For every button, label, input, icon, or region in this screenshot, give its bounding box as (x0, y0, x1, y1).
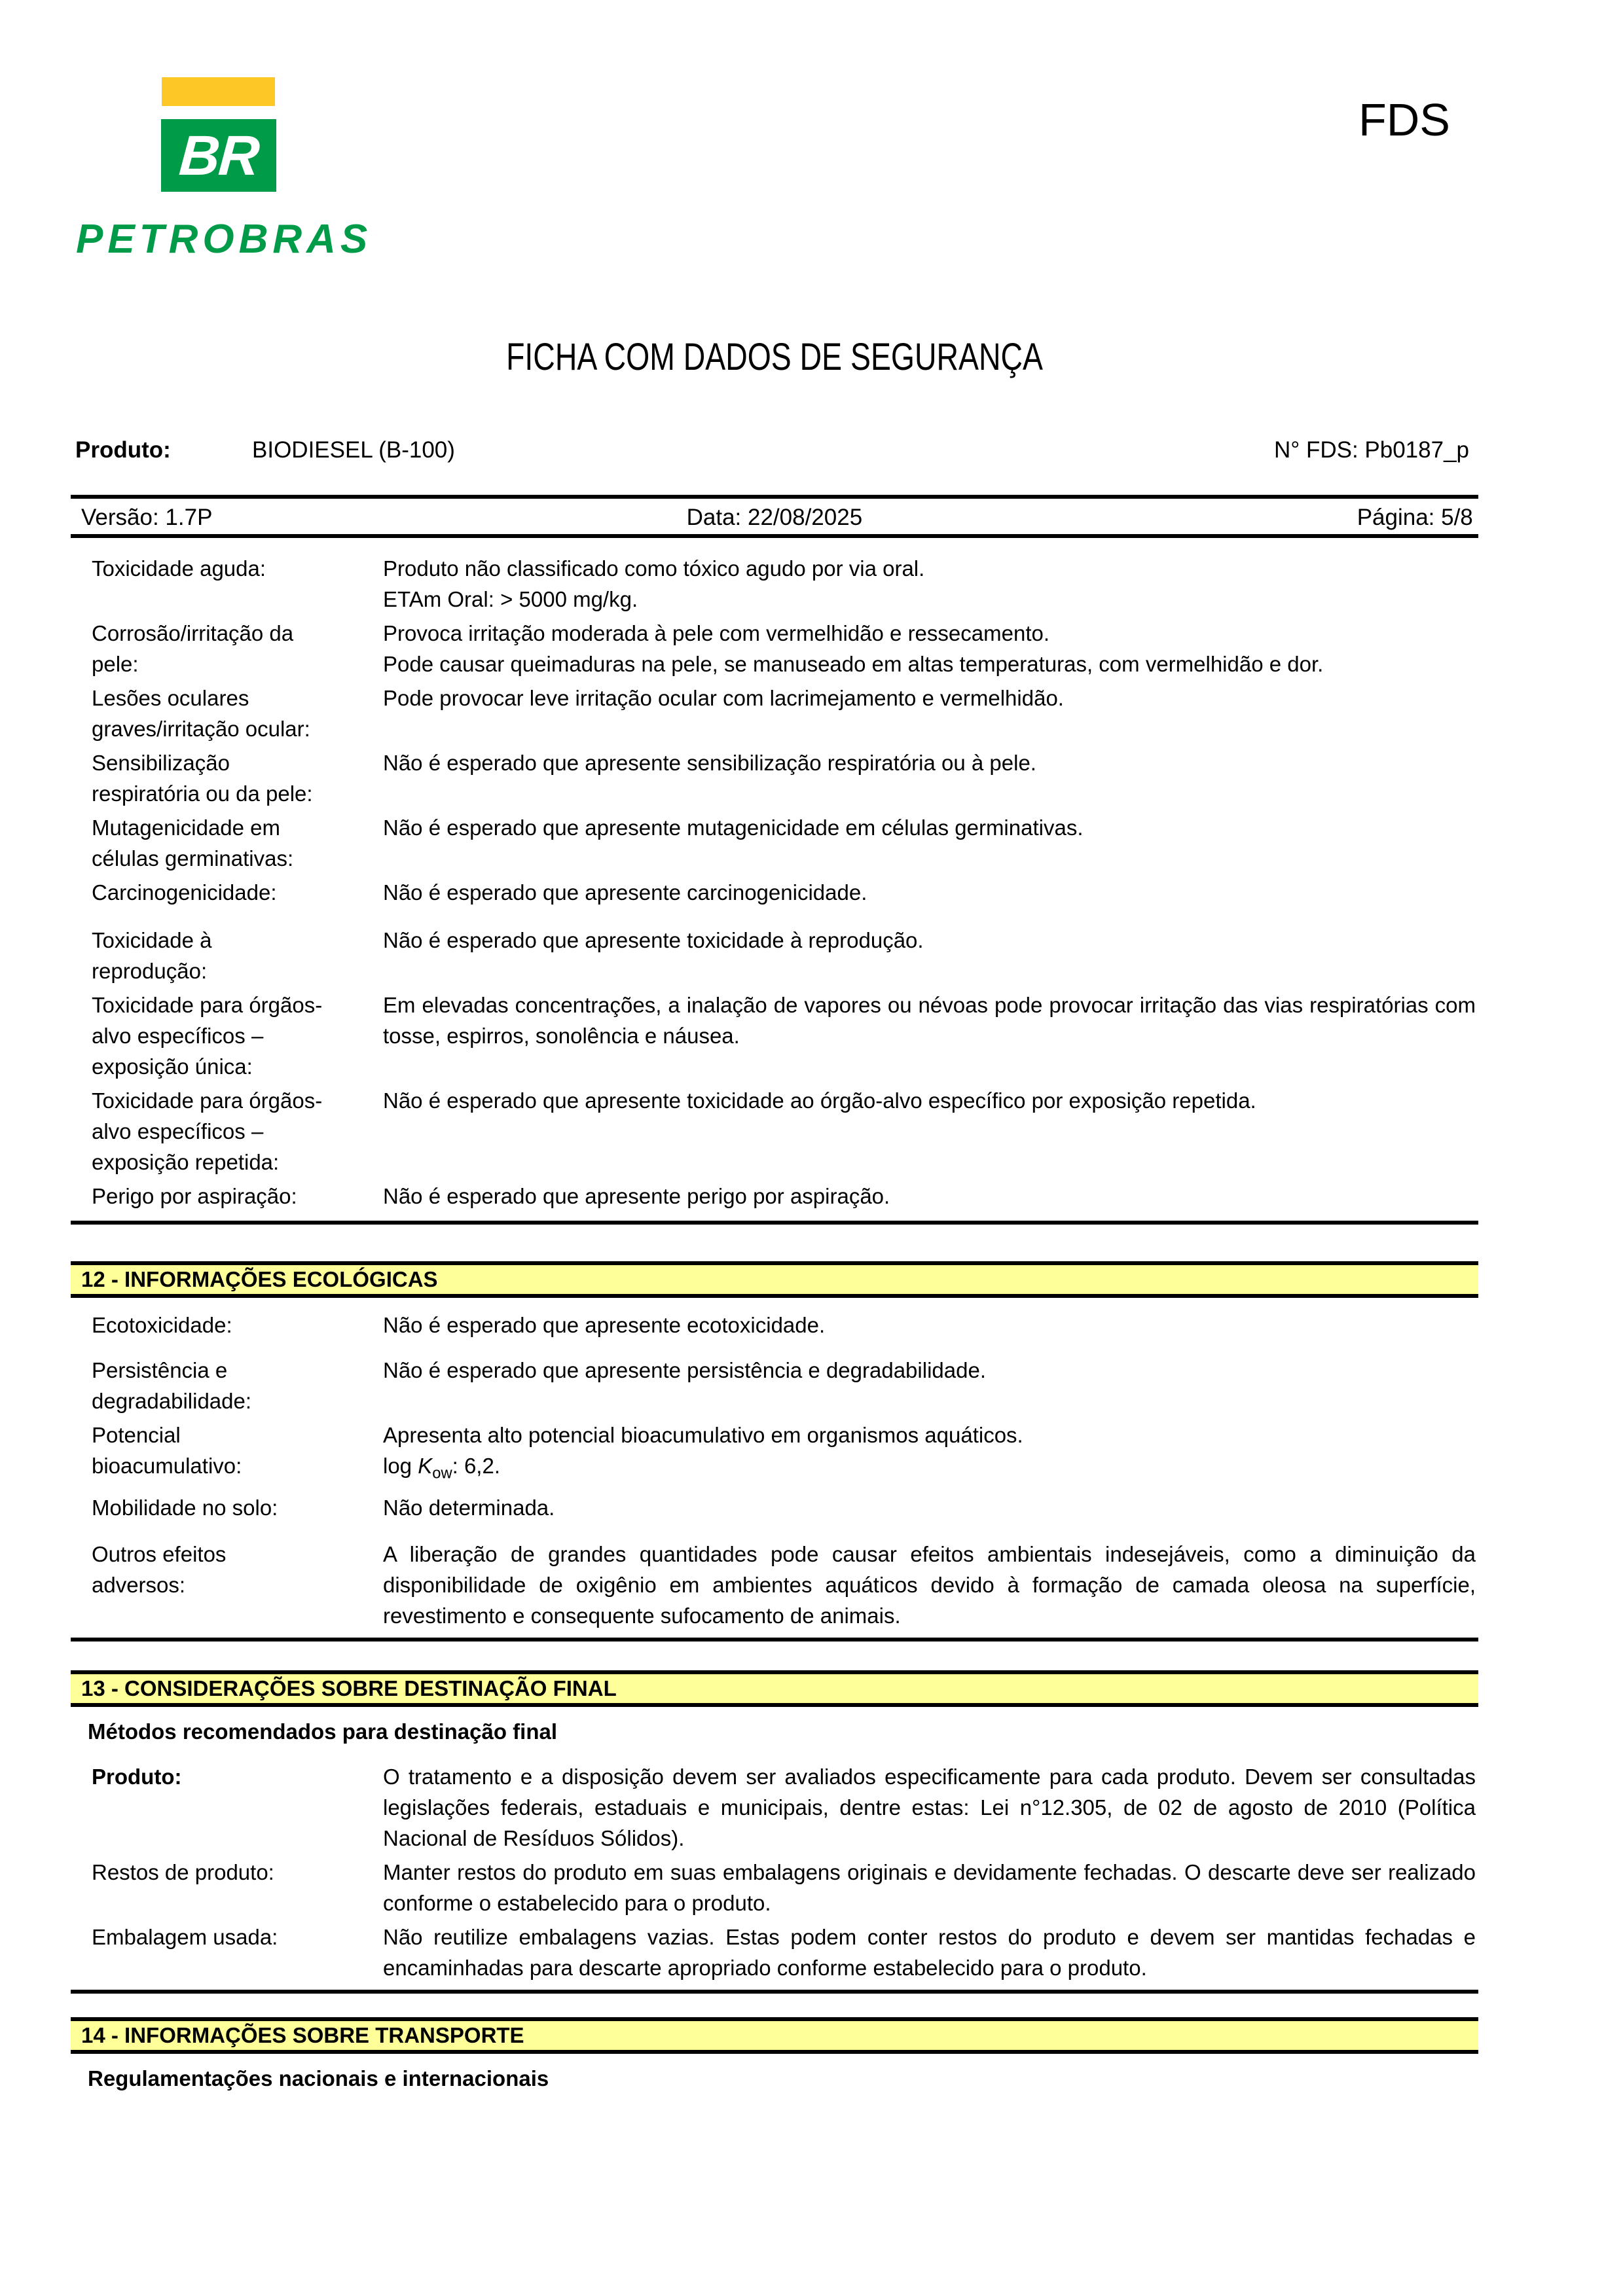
product-label: Produto: (75, 437, 171, 463)
row-value (383, 812, 1478, 874)
row-value (383, 925, 1478, 986)
section-divider (71, 1638, 1478, 1641)
table-row-toxicidade-aguda (71, 553, 1478, 615)
label-line: Ecotoxicidade: (92, 1313, 232, 1337)
table-row-outros-efeitos (71, 1539, 1478, 1631)
value-line: Não é esperado que apresente toxicidade à reprodução. (383, 928, 924, 952)
label-line: Toxicidade para órgãos- (92, 1088, 323, 1113)
row-value (383, 1310, 1478, 1340)
value-line: Não é esperado que apresente toxicidade ao órgão-alvo específico por exposição repetida. (383, 1088, 1256, 1113)
row-label (71, 1181, 383, 1211)
row-label (71, 683, 383, 744)
row-value: O tratamento e a disposição devem ser avaliados especificamente para cada produto. Devem ser consultadas legislações federais, estaduais e municipais, dentre estas: Lei n°12.305, de 02 de agosto de 2010 (Política Nacional de Resíduos Sólidos). (383, 1764, 1476, 1850)
value-line: Produto não classificado como tóxico agudo por via oral. (383, 556, 925, 581)
label-line: Toxicidade aguda: (92, 556, 266, 581)
label-line: graves/irritação ocular: (92, 717, 310, 741)
logo-yellow-block (162, 77, 275, 106)
row-value: A liberação de grandes quantidades pode causar efeitos ambientais indesejáveis, como a diminuição da disponibilidade de oxigênio em ambientes aquáticos devido à formação de camada oleosa na superfície, revestimento e consequente sufocamento de animais. (383, 1541, 1476, 1628)
row-label (71, 925, 383, 986)
section-divider (71, 1221, 1478, 1225)
table-row-sensibilizacao (71, 747, 1478, 809)
table-row-carcinogenicidade (71, 877, 1478, 908)
label-line: Restos de produto: (92, 1859, 274, 1884)
section-title: 12 - INFORMAÇÕES ECOLÓGICAS (81, 1267, 438, 1291)
row-label (71, 1539, 383, 1631)
table-row-mobilidade (71, 1492, 1478, 1523)
version-row (71, 504, 1478, 531)
table-row-mutagenicidade (71, 812, 1478, 874)
logo-green-block (161, 119, 276, 192)
value-line: Não é esperado que apresente perigo por aspiração. (383, 1184, 890, 1208)
version-value: Versão: 1.7P (81, 505, 213, 530)
label-line: Corrosão/irritação da (92, 621, 294, 645)
table-row-perigo-aspiracao (71, 1181, 1478, 1211)
value-line: Apresenta alto potencial bioacumulativo em organismos aquáticos. (383, 1423, 1023, 1447)
label-line: Sensibilização (92, 751, 230, 775)
row-label (71, 747, 383, 809)
kow-symbol: K (418, 1454, 433, 1478)
label-line: adversos: (92, 1572, 186, 1597)
label-line: Mobilidade no solo: (92, 1495, 278, 1520)
table-row-embalagem-usada (71, 1922, 1478, 1983)
label-line: alvo específicos – (92, 1119, 264, 1143)
row-label (71, 1492, 383, 1523)
value-line: Pode causar queimaduras na pele, se manuseado em altas temperaturas, com vermelhidão e dor. (383, 652, 1324, 676)
label-line: Potencial (92, 1423, 181, 1447)
row-value: Não reutilize embalagens vazias. Estas podem conter restos do produto e devem ser mantidas fechadas e encaminhadas para descarte apropriado conforme estabelecido para o produto. (383, 1924, 1476, 1980)
row-label (71, 1922, 383, 1983)
row-label (71, 1420, 383, 1489)
table-row-persistencia (71, 1355, 1478, 1416)
row-value (383, 1420, 1478, 1489)
table-row-potencial-bioacumulativo (71, 1420, 1478, 1489)
row-value (383, 877, 1478, 908)
label-line: Lesões oculares (92, 686, 249, 710)
kow-value: : 6,2. (452, 1454, 500, 1478)
kow-prefix: log (383, 1454, 418, 1478)
row-label (71, 618, 383, 679)
document-body (71, 553, 1478, 2094)
row-label (71, 1310, 383, 1340)
row-label (71, 812, 383, 874)
row-value (383, 1085, 1478, 1177)
table-row-ecotoxicidade (71, 1310, 1478, 1340)
value-line: Não é esperado que apresente sensibilização respiratória ou à pele. (383, 751, 1036, 775)
section-divider (71, 1990, 1478, 1994)
row-label (71, 553, 383, 615)
label-line: Mutagenicidade em (92, 816, 281, 840)
table-row-orgaos-alvo-exposicao-repetida (71, 1085, 1478, 1177)
label-line: Outros efeitos (92, 1541, 227, 1566)
table-row-toxicidade-reproducao (71, 925, 1478, 986)
label-line: Carcinogenicidade: (92, 880, 277, 905)
table-row-produto-destinacao (71, 1761, 1478, 1854)
section-title: 14 - INFORMAÇÕES SOBRE TRANSPORTE (81, 2022, 524, 2047)
divider (71, 495, 1478, 499)
doc-code: FDS (1359, 94, 1450, 145)
row-value: Em elevadas concentrações, a inalação de vapores ou névoas pode provocar irritação das vias respiratórias com tosse, espirros, sonolência e náusea. (383, 993, 1476, 1048)
label-line: respiratória ou da pele: (92, 781, 313, 806)
page-number: Página: 5/8 (1357, 505, 1473, 530)
row-value (383, 618, 1478, 679)
value-line: Não é esperado que apresente persistência e degradabilidade. (383, 1358, 986, 1382)
row-value (383, 747, 1478, 809)
section-header-13 (71, 1670, 1478, 1707)
label-line: reprodução: (92, 959, 208, 983)
log-kow-line (383, 1450, 1476, 1489)
row-value (383, 1355, 1478, 1416)
value-line: Provoca irritação moderada à pele com vermelhidão e ressecamento. (383, 621, 1050, 645)
section-title: 13 - CONSIDERAÇÕES SOBRE DESTINAÇÃO FINAL (81, 1676, 617, 1700)
section-subtitle: Métodos recomendados para destinação final (88, 1719, 558, 1744)
row-value (383, 1492, 1478, 1523)
row-value: Manter restos do produto em suas embalagens originais e devidamente fechadas. O descarte deve ser realizado conforme o estabelecido para o produto. (383, 1859, 1476, 1915)
section-header-14 (71, 2017, 1478, 2054)
label-line: alvo específicos – (92, 1024, 264, 1048)
label-line: Perigo por aspiração: (92, 1184, 297, 1208)
label-line: Toxicidade à (92, 928, 212, 952)
product-name: BIODIESEL (B-100) (252, 437, 455, 463)
page-title: FICHA COM DADOS DE SEGURANÇA (506, 336, 1043, 378)
date-value: Data: 22/08/2025 (686, 505, 863, 530)
divider (71, 534, 1478, 538)
value-line: Não é esperado que apresente ecotoxicidade. (383, 1313, 826, 1337)
table-row-corrosao-pele (71, 618, 1478, 679)
kow-subscript: ow (432, 1464, 452, 1482)
label-line: exposição repetida: (92, 1150, 280, 1174)
row-label (71, 990, 383, 1082)
fds-number: N° FDS: Pb0187_p (1273, 437, 1469, 463)
value-line: ETAm Oral: > 5000 mg/kg. (383, 587, 638, 611)
row-label (71, 1085, 383, 1177)
label-line: células germinativas: (92, 846, 294, 870)
label-line: bioacumulativo: (92, 1454, 242, 1478)
value-line: Não determinada. (383, 1495, 555, 1520)
section-subtitle: Regulamentações nacionais e internacionais (88, 2066, 549, 2090)
value-line: Pode provocar leve irritação ocular com lacrimejamento e vermelhidão. (383, 686, 1064, 710)
label-line: Persistência e (92, 1358, 228, 1382)
product-row (0, 437, 1623, 469)
row-value (383, 553, 1478, 615)
label-line: Embalagem usada: (92, 1924, 278, 1949)
row-value (383, 683, 1478, 744)
section-header-12 (71, 1261, 1478, 1298)
row-label (71, 1761, 383, 1854)
table-row-restos-produto (71, 1857, 1478, 1918)
row-value (383, 1181, 1478, 1211)
label-line: exposição única: (92, 1054, 253, 1079)
br-logo-icon: BR (177, 124, 261, 187)
label-line: degradabilidade: (92, 1389, 252, 1413)
petrobras-wordmark: PETROBRAS (76, 217, 373, 262)
row-label (71, 1857, 383, 1918)
table-row-orgaos-alvo-exposicao-unica (71, 990, 1478, 1082)
row-label (71, 877, 383, 908)
label-line: Produto: (92, 1764, 182, 1789)
row-label (71, 1355, 383, 1416)
value-line: Não é esperado que apresente carcinogenicidade. (383, 880, 867, 905)
label-line: Toxicidade para órgãos- (92, 993, 323, 1017)
value-line: Não é esperado que apresente mutagenicidade em células germinativas. (383, 816, 1084, 840)
label-line: pele: (92, 652, 139, 676)
table-row-lesoes-oculares (71, 683, 1478, 744)
